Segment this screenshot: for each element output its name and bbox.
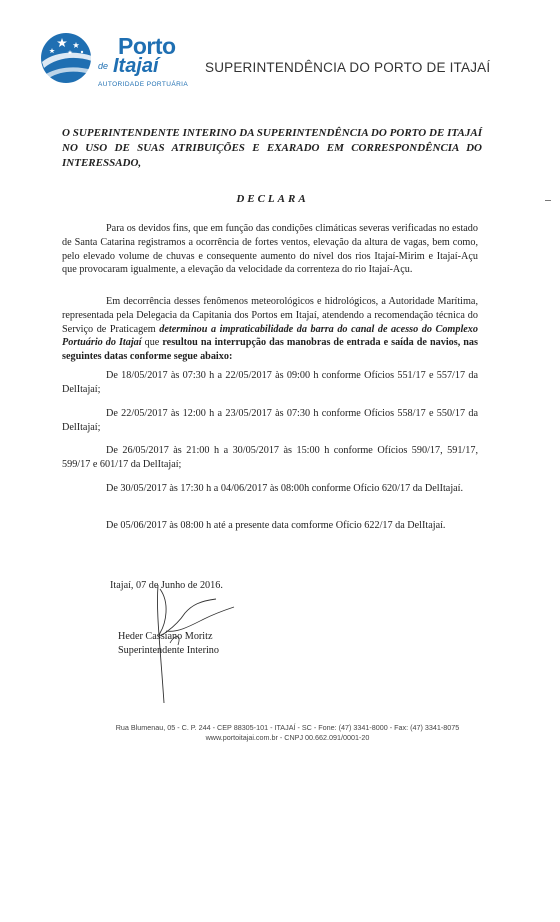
letterhead <box>0 0 560 100</box>
logo-subtitle: AUTORIDADE PORTUÁRIA <box>98 81 189 88</box>
organization-title: SUPERINTENDÊNCIA DO PORTO DE ITAJAÍ <box>205 60 491 75</box>
paragraph-bold: resultou na interrupção das manobras de entrada e saída de navios, nas seguintes datas conforme segue abaixo: <box>62 337 478 363</box>
date-range-item: De 05/06/2017 às 08:00 h até a presente data comforme Ofício 622/17 da DelItajaí. <box>106 520 446 531</box>
date-range-item: De 22/05/2017 às 12:00 h a 23/05/2017 às 07:30 h conforme Ofícios 558/17 e 550/17 da DelItajaí; <box>62 408 478 433</box>
logo-itajai-text: Itajaí <box>113 55 159 77</box>
date-range-item: De 30/05/2017 às 17:30 h a 04/06/2017 às 08:00h conforme Ofício 620/17 da DelItajaí. <box>106 483 464 494</box>
paragraph-conditions: Para os devidos fins, que em função das condições climáticas severas verificadas no estado de Santa Catarina registramos a ocorrência de fortes ventos, elevação da altura de vagas, bem como, pelo elevado volume de chuvas e consequente aumento do nível dos rios Itajaí-Mirim e Itajaí-Açu que provocaram igualmente, a elevação da velocidade da correnteza do rio Itajaí-Açu. <box>62 223 478 276</box>
footer-address: Rua Blumenau, 05 - C. P. 244 - CEP 88305-101 - ITAJAÍ - SC - Fone: (47) 3341-8000 - Fax: (47) 3341-8075 <box>115 723 460 732</box>
paragraph-consequences <box>62 295 478 364</box>
signature-date: Itajaí, 07 de Junho de 2016. <box>110 580 223 591</box>
scan-mark <box>545 200 551 201</box>
paragraph-text: Em decorrência desses fenômenos meteorológicos e hidrológicos, a Autoridade Marítima, representada pela Delegacia da Capitania dos Portos em Itajaí, atendendo a recomendação técnica do Serviço de Praticagem <box>62 296 478 335</box>
logo-de-text: de <box>98 61 109 71</box>
document-heading: DECLARA <box>236 193 309 205</box>
paragraph-emphasis: determinou a impraticabilidade da barra do canal de acesso do Complexo Portuário do Itajaí <box>62 323 478 349</box>
porto-itajai-logo <box>40 28 200 98</box>
date-range-item: De 18/05/2017 às 07:30 h a 22/05/2017 às 09:00 h conforme Ofícios 551/17 e 557/17 da DelItajaí; <box>62 370 478 395</box>
date-range-item: De 26/05/2017 às 21:00 h a 30/05/2017 às 15:00 h conforme Ofícios 590/17, 591/17, 599/17 e 601/17 da DelItajaí; <box>62 445 478 470</box>
footer-website: www.portoitajai.com.br - CNPJ 00.662.091/0001-20 <box>205 733 370 742</box>
signatory-role: Superintendente Interino <box>118 645 219 656</box>
intro-statement: O SUPERINTENDENTE INTERINO DA SUPERINTENDÊNCIA DO PORTO DE ITAJAÍ NO USO DE SUAS ATRIBUIÇÕES E EXARADO EM CORRESPONDÊNCIA DO INTERESSADO, <box>62 127 482 169</box>
signatory-name: Heder Cassiano Moritz <box>118 631 213 642</box>
logo-porto-text: Porto <box>118 33 176 59</box>
paragraph-text: que <box>141 337 163 349</box>
